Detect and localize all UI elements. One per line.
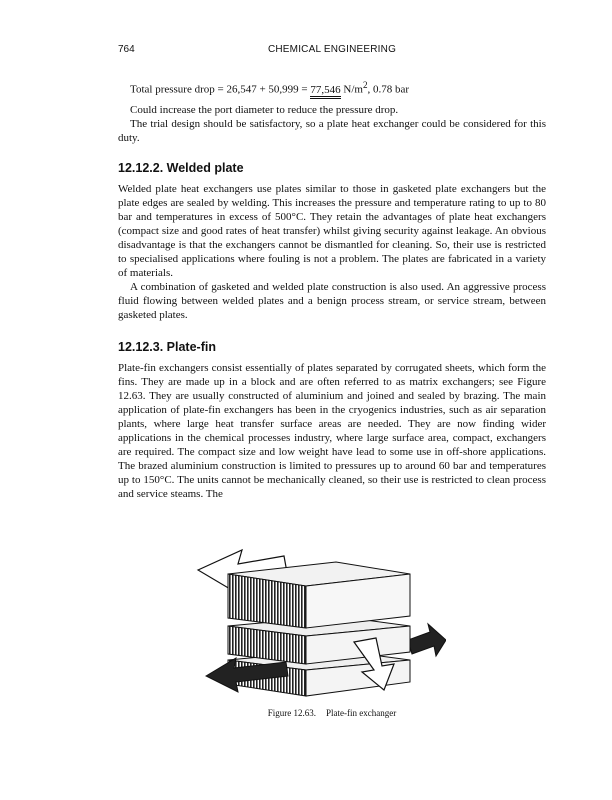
figure-caption: [118, 708, 546, 718]
section-heading-welded-plate: 12.12.2. Welded plate: [118, 160, 244, 175]
top-layer: [228, 562, 410, 628]
inlet-arrow-right: [408, 624, 446, 656]
paragraph-plate-fin: Plate-fin exchangers consist essentially of plates separated by corrugated sheets, which form the fins. They are made up in a block and are often referred to as matrix exchangers; see Figure 12.63. They are usually constructed of aluminium and joined and sealed by brazing. The main application of plate-fin exchangers has been in the cryogenics industries, such as air separation plants, where large heat transfer surface areas are needed. They are now finding wider applications in the chemical processes industry, where large surface area, compact, exchangers are required. The compact size and low weight have lead to some use in off-shore applications. The brazed aluminium construction is limited to pressures up to around 60 bar and temperatures up to 150°C. The units cannot be mechanically cleaned, so their use is restricted to clean process and service steams. The: [118, 361, 546, 500]
paragraph-port-diameter: Could increase the port diameter to reduce the pressure drop.: [130, 103, 399, 116]
equation-prefix: Total pressure drop = 26,547 + 50,999 =: [130, 83, 311, 96]
running-title: CHEMICAL ENGINEERING: [267, 44, 397, 55]
equation-unit: N/m: [340, 83, 363, 96]
figure-label: Figure 12.63.: [267, 708, 317, 718]
figure-title: Plate-fin exchanger: [326, 708, 397, 718]
equation-suffix: , 0.78 bar: [367, 83, 410, 96]
equation-unit-exponent: 2: [362, 80, 368, 90]
paragraph-welded-plate-1: Welded plate heat exchangers use plates similar to those in gasketed plate exchangers but the plate edges are sealed by welding. This increases the pressure and temperature rating to up to 80 bar and temperatures in excess of 500°C. They retain the advantages of plate heat exchangers (compact size and good rates of heat transfer) whilst giving security against leakage. An obvious disadvantage is that the exchangers cannot be dismantled for cleaning. So, their use is restricted to specialised applications where fouling is not a problem. The plates are fabricated in a variety of materials.: [118, 182, 546, 279]
page-number: 764: [118, 44, 135, 55]
paragraph-trial-design: The trial design should be satisfactory, so a plate heat exchanger could be considered for this duty.: [118, 117, 546, 144]
page-header: [118, 44, 546, 58]
pressure-drop-equation: [118, 78, 546, 97]
equation-total: 77,546: [310, 84, 340, 99]
paragraph-welded-plate-2: A combination of gasketed and welded plate construction is also used. An aggressive process fluid flowing between welded plates and a benign process stream, or service stream, between gasketed plates.: [118, 280, 546, 321]
body-text: [118, 78, 546, 501]
section-heading-plate-fin: 12.12.3. Plate-fin: [118, 339, 216, 354]
plate-fin-exchanger-figure: [196, 548, 446, 704]
